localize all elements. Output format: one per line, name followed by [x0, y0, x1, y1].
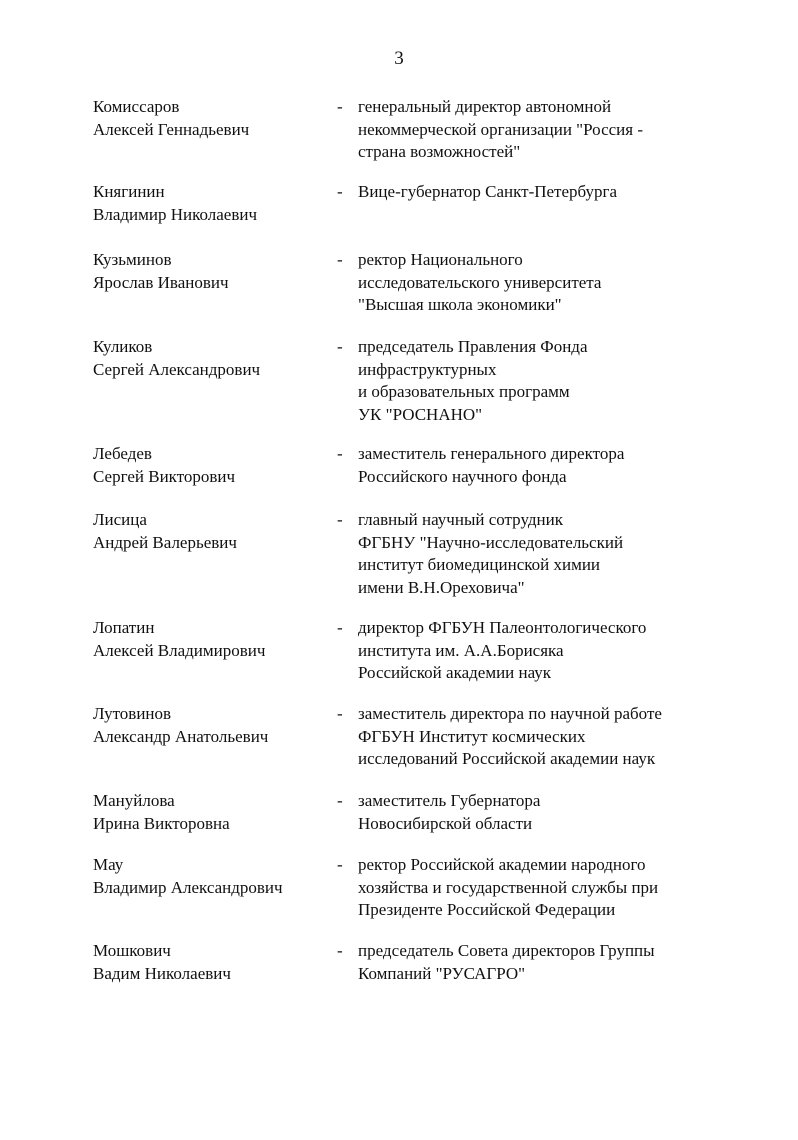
- member-position: [358, 443, 763, 488]
- separator-dash: -: [337, 855, 343, 874]
- member-given-name: Сергей Викторович: [93, 466, 236, 486]
- member-given-name: Сергей Александрович: [93, 359, 261, 379]
- position-line: заместитель генерального директора: [358, 444, 625, 463]
- member-position: [358, 790, 763, 835]
- position-line: заместитель директора по научной работе: [358, 704, 662, 723]
- position-line: Российской академии наук: [358, 663, 552, 682]
- position-line: Новосибирской области: [358, 813, 533, 833]
- member-name: [93, 617, 323, 662]
- member-name: [93, 181, 323, 226]
- position-line: УК "РОСНАНО": [358, 404, 483, 424]
- position-line: ректор Национального: [358, 250, 523, 269]
- position-line: Компаний "РУСАГРО": [358, 963, 526, 983]
- position-line: главный научный сотрудник: [358, 510, 563, 529]
- member-surname: Княгинин: [93, 182, 165, 201]
- member-name: [93, 509, 323, 554]
- member-given-name: Алексей Владимирович: [93, 640, 266, 660]
- separator-dash: -: [337, 337, 343, 356]
- position-line: заместитель Губернатора: [358, 791, 541, 810]
- position-line: Российского научного фонда: [358, 466, 567, 486]
- separator-dash: -: [337, 704, 343, 723]
- position-line: председатель Правления Фонда: [358, 337, 588, 356]
- member-name: [93, 854, 323, 899]
- position-line: инфраструктурных: [358, 359, 497, 379]
- member-given-name: Алексей Геннадьевич: [93, 119, 250, 139]
- member-position: [358, 509, 763, 599]
- position-line: ФГБУН Институт космических: [358, 726, 586, 746]
- position-line: исследовательского университета: [358, 272, 602, 292]
- position-line: хозяйства и государственной службы при: [358, 877, 659, 897]
- separator-dash: -: [337, 444, 343, 463]
- position-line: институт биомедицинской химии: [358, 555, 601, 574]
- position-line: председатель Совета директоров Группы: [358, 941, 655, 960]
- position-line: имени В.Н.Ореховича": [358, 577, 525, 597]
- member-given-name: Владимир Александрович: [93, 877, 283, 897]
- member-position: [358, 854, 763, 922]
- separator-dash: -: [337, 510, 343, 529]
- position-line: Президенте Российской Федерации: [358, 900, 616, 919]
- position-line: ФГБНУ "Научно-исследовательский: [358, 532, 624, 552]
- separator-dash: -: [337, 941, 343, 960]
- member-surname: Лутовинов: [93, 704, 172, 723]
- member-position: [358, 249, 763, 317]
- member-position: [358, 703, 763, 771]
- member-surname: Лебедев: [93, 444, 152, 463]
- separator-dash: -: [337, 250, 343, 269]
- member-surname: Лисица: [93, 510, 147, 529]
- member-given-name: Ирина Викторовна: [93, 813, 230, 833]
- member-given-name: Вадим Николаевич: [93, 963, 231, 983]
- member-given-name: Ярослав Иванович: [93, 272, 229, 292]
- member-given-name: Андрей Валерьевич: [93, 532, 237, 552]
- member-name: [93, 336, 323, 381]
- member-position: [358, 940, 763, 985]
- position-line: института им. А.А.Борисяка: [358, 640, 564, 660]
- separator-dash: -: [337, 791, 343, 810]
- separator-dash: -: [337, 618, 343, 637]
- member-surname: Комиссаров: [93, 97, 180, 116]
- member-given-name: Владимир Николаевич: [93, 204, 258, 224]
- page-number: 3: [394, 48, 404, 69]
- member-surname: Мануйлова: [93, 791, 175, 810]
- separator-dash: -: [337, 97, 343, 116]
- member-name: [93, 249, 323, 294]
- member-surname: Лопатин: [93, 618, 155, 637]
- member-position: [358, 617, 763, 685]
- position-line: "Высшая школа экономики": [358, 295, 562, 314]
- position-line: генеральный директор автономной: [358, 97, 612, 116]
- member-given-name: Александр Анатольевич: [93, 726, 269, 746]
- member-name: [93, 96, 323, 141]
- position-line: и образовательных программ: [358, 382, 570, 401]
- separator-dash: -: [337, 182, 343, 201]
- position-line: директор ФГБУН Палеонтологического: [358, 618, 647, 637]
- position-line: исследований Российской академии наук: [358, 749, 656, 768]
- member-surname: Мау: [93, 855, 124, 874]
- member-position: [358, 336, 763, 426]
- member-name: [93, 790, 323, 835]
- member-position: [358, 96, 763, 164]
- member-name: [93, 443, 323, 488]
- position-line: страна возможностей": [358, 142, 521, 161]
- member-name: [93, 940, 323, 985]
- position-line: ректор Российской академии народного: [358, 855, 646, 874]
- member-surname: Куликов: [93, 337, 153, 356]
- member-name: [93, 703, 323, 748]
- member-surname: Мошкович: [93, 941, 171, 960]
- member-position: [358, 181, 763, 204]
- member-surname: Кузьминов: [93, 250, 172, 269]
- position-line: некоммерческой организации "Россия -: [358, 119, 643, 139]
- position-line: Вице-губернатор Санкт-Петербурга: [358, 182, 618, 201]
